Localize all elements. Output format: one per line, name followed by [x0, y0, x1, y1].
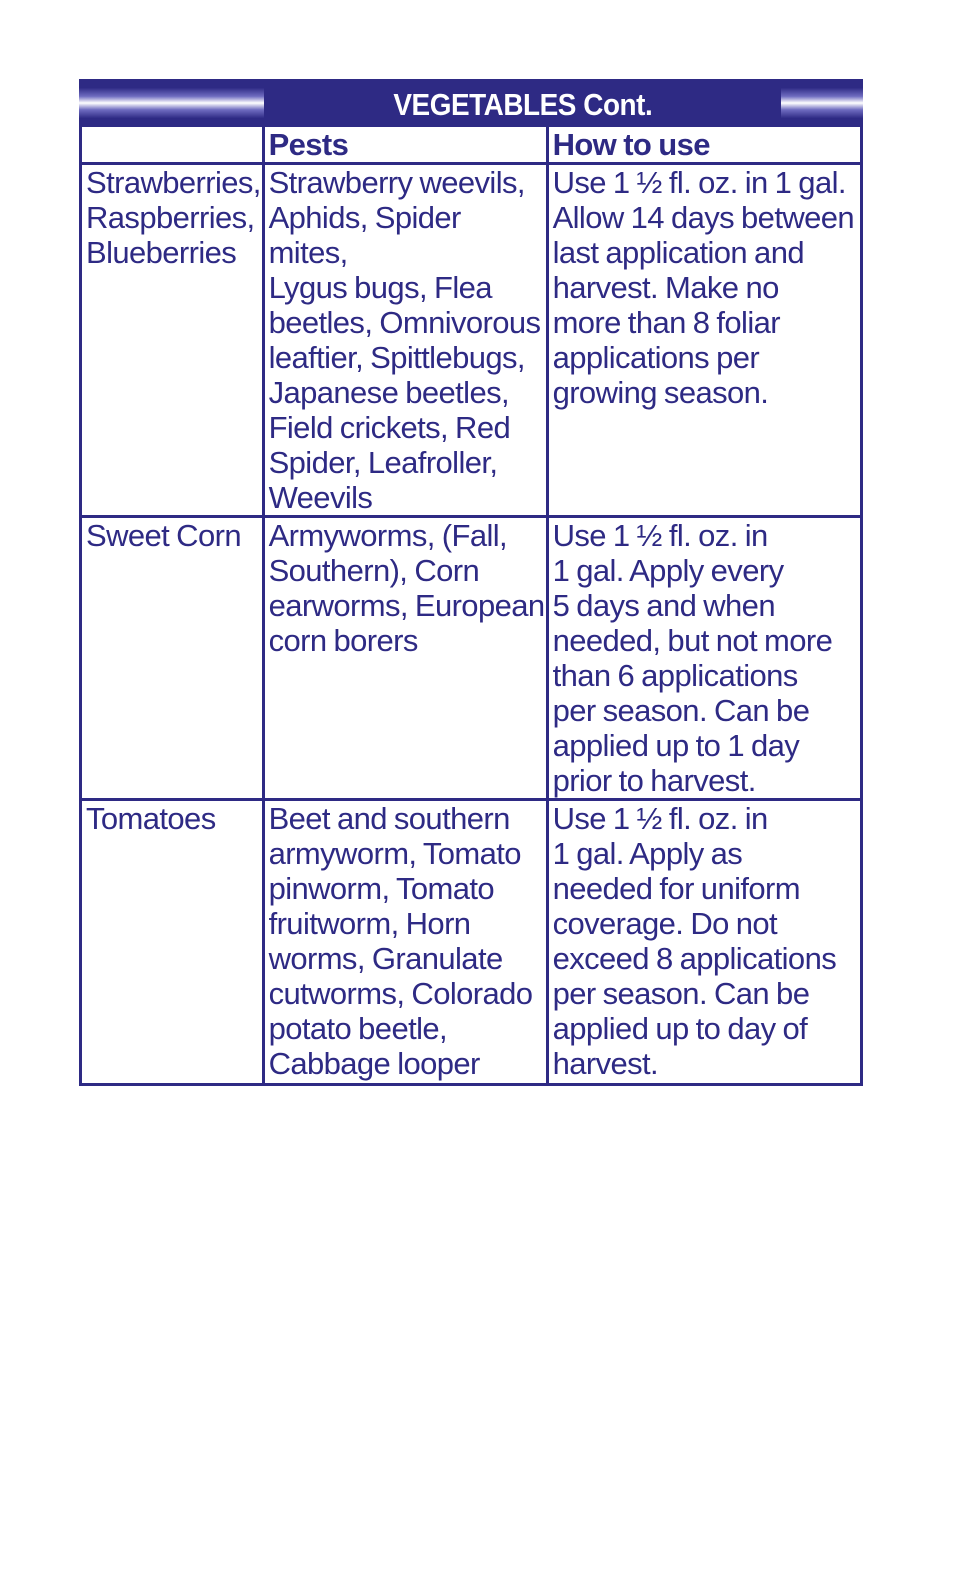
- pests-list: Beet and southern armyworm, Tomato pinworm, Tomato fruitworm, Horn worms, Granulate cutworms, Colorado potato beetle, Cabbage looper: [268, 801, 533, 1081]
- header-crop: [81, 127, 264, 164]
- crop-name: Tomatoes: [86, 801, 216, 836]
- usage-instructions: Use 1 ½ fl. oz. in 1 gal. Apply every 5 days and when needed, but not more than 6 applications per season. Can be applied up to 1 day prior to harvest.: [552, 518, 833, 798]
- how-to-use-cell: [547, 517, 861, 800]
- section-banner: [79, 79, 863, 127]
- section-title: VEGETABLES Cont.: [393, 87, 652, 122]
- pests-list: Strawberry weevils, Aphids, Spider mites, Lygus bugs, Flea beetles, Omnivorous leaftier, Spittlebugs, Japanese beetles, Field crickets, Red Spider, Leafroller, Weevils: [268, 165, 541, 515]
- header-how-to-use: [547, 127, 861, 164]
- pests-list: Armyworms, (Fall, Southern), Corn earworms, European corn borers: [268, 518, 545, 658]
- crop-name: Sweet Corn: [86, 518, 241, 553]
- vegetables-table-panel: [79, 79, 863, 1086]
- table-row: [81, 164, 862, 517]
- crop-cell: [81, 517, 264, 800]
- usage-instructions: Use 1 ½ fl. oz. in 1 gal. Apply as needed for uniform coverage. Do not exceed 8 applications per season. Can be applied up to day of harvest.: [552, 801, 837, 1081]
- table-header-row: [81, 127, 862, 164]
- crop-cell: [81, 164, 264, 517]
- pests-cell: [263, 164, 547, 517]
- vegetables-table: [79, 127, 863, 1086]
- pests-cell: [263, 800, 547, 1085]
- table-row: [81, 800, 862, 1085]
- usage-instructions: Use 1 ½ fl. oz. in 1 gal. Allow 14 days between last application and harvest. Make no more than 8 foliar applications per growing season.: [552, 165, 855, 410]
- header-how-to-use-label: How to use: [552, 127, 710, 162]
- pests-cell: [263, 517, 547, 800]
- how-to-use-cell: [547, 800, 861, 1085]
- banner-title-plate: [264, 79, 781, 127]
- how-to-use-cell: [547, 164, 861, 517]
- table-row: [81, 517, 862, 800]
- header-pests: [263, 127, 547, 164]
- crop-cell: [81, 800, 264, 1085]
- header-pests-label: Pests: [268, 127, 349, 162]
- crop-name: Strawberries, Raspberries, Blueberries: [86, 165, 261, 270]
